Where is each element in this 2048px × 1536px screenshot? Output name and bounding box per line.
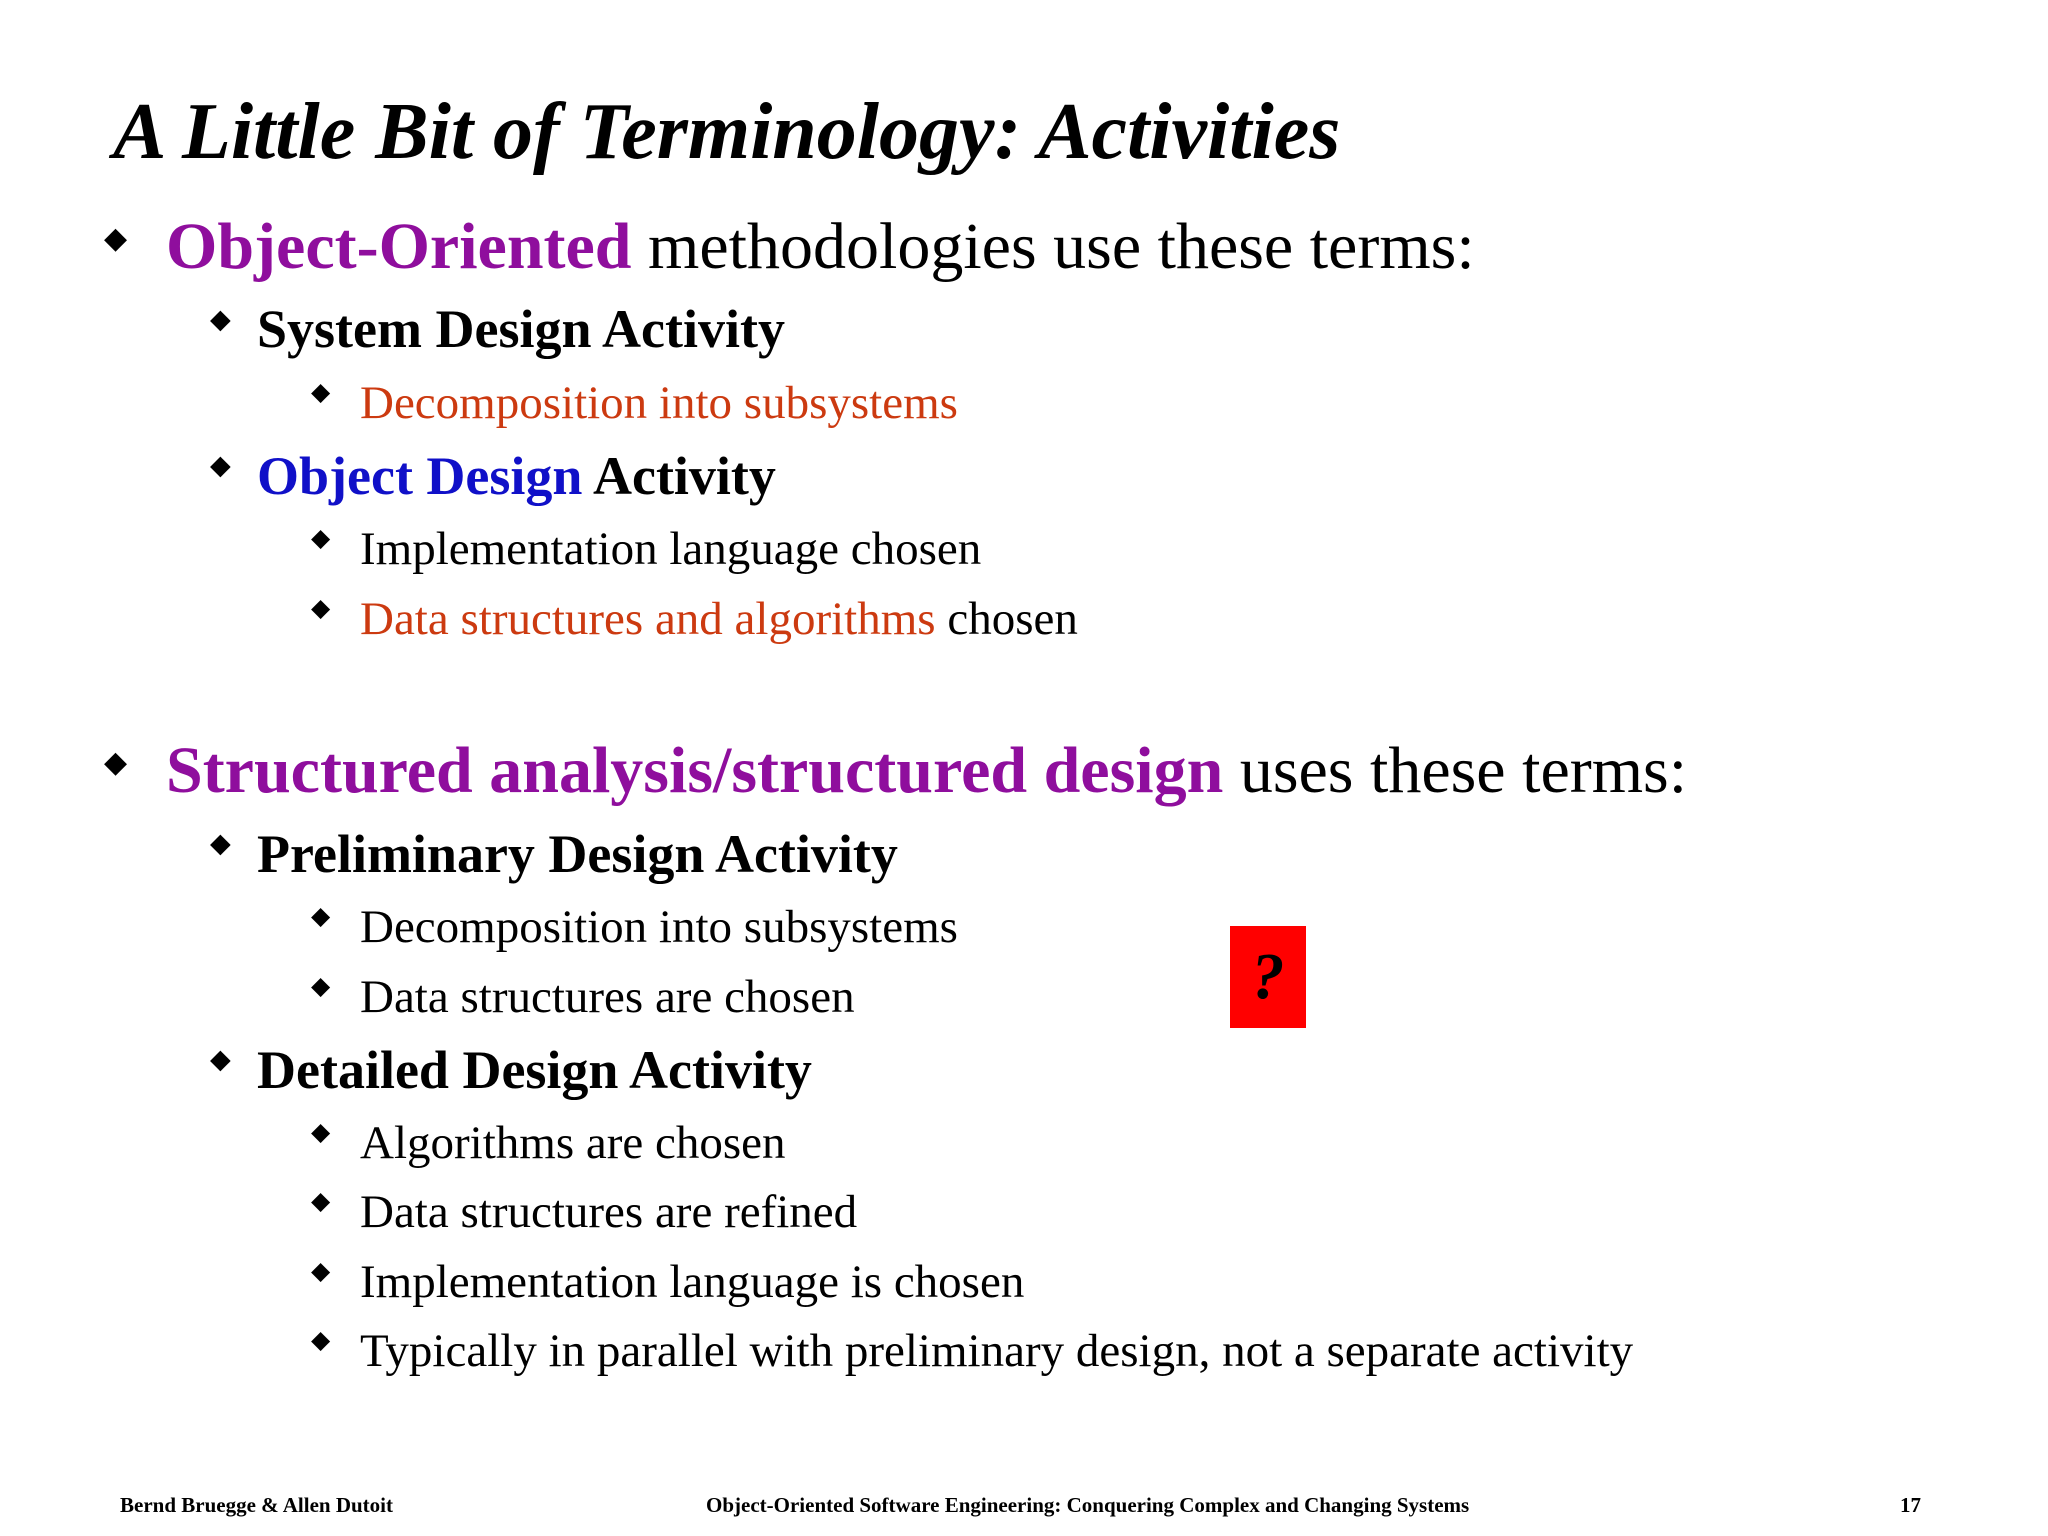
oo-term: Object-Oriented [166,210,632,283]
bullet-icon: ◆ [311,595,331,622]
bullet-icon: ◆ [311,1258,331,1285]
object-design-activity [257,443,776,509]
bullet-icon: ◆ [311,1188,331,1215]
system-design-item: Decomposition into subsystems [360,377,958,429]
bullet-icon: ◆ [210,1044,231,1074]
footer-authors: Bernd Bruegge & Allen Dutoit [120,1493,393,1517]
detailed-item-1: Algorithms are chosen [360,1117,786,1169]
preliminary-item-2: Data structures are chosen [360,971,855,1023]
object-design-item-2-rest: chosen [935,593,1078,645]
object-design-item-2-highlight: Data structures and algorithms [360,593,936,645]
detailed-item-2: Data structures are refined [360,1186,858,1238]
bullet-icon: ◆ [104,746,128,779]
question-mark-box: ? [1230,926,1306,1028]
bullet-icon: ◆ [311,1327,331,1354]
oo-heading [166,207,1475,287]
detailed-design-activity: Detailed Design Activity [257,1040,812,1100]
object-design-highlight: Object Design [257,446,583,506]
bullet-icon: ◆ [311,973,331,1000]
object-design-item-2 [360,589,1078,649]
oo-heading-rest: methodologies use these terms: [631,210,1475,283]
sasd-term: Structured analysis/structured design [166,734,1224,807]
bullet-icon: ◆ [210,304,231,334]
slide-title: A Little Bit of Terminology: Activities [113,88,1341,176]
system-design-activity: System Design Activity [257,299,785,359]
bullet-icon: ◆ [311,379,331,406]
object-design-item-1: Implementation language chosen [360,523,982,575]
bullet-icon: ◆ [210,828,231,858]
detailed-item-3: Implementation language is chosen [360,1256,1025,1308]
bullet-icon: ◆ [311,525,331,552]
bullet-icon: ◆ [311,1119,331,1146]
preliminary-item-1: Decomposition into subsystems [360,901,958,953]
detailed-item-4: Typically in parallel with preliminary design, not a separate activity [360,1325,1634,1377]
preliminary-design-activity: Preliminary Design Activity [257,824,898,884]
sasd-heading [166,731,1687,811]
footer-book-title: Object-Oriented Software Engineering: Conquering Complex and Changing Systems [706,1493,1470,1517]
footer-page-number: 17 [1900,1493,1921,1517]
bullet-icon: ◆ [210,450,231,480]
object-design-rest: Activity [582,446,776,506]
bullet-icon: ◆ [104,222,128,255]
sasd-heading-rest: uses these terms: [1223,734,1688,807]
bullet-icon: ◆ [311,903,331,930]
